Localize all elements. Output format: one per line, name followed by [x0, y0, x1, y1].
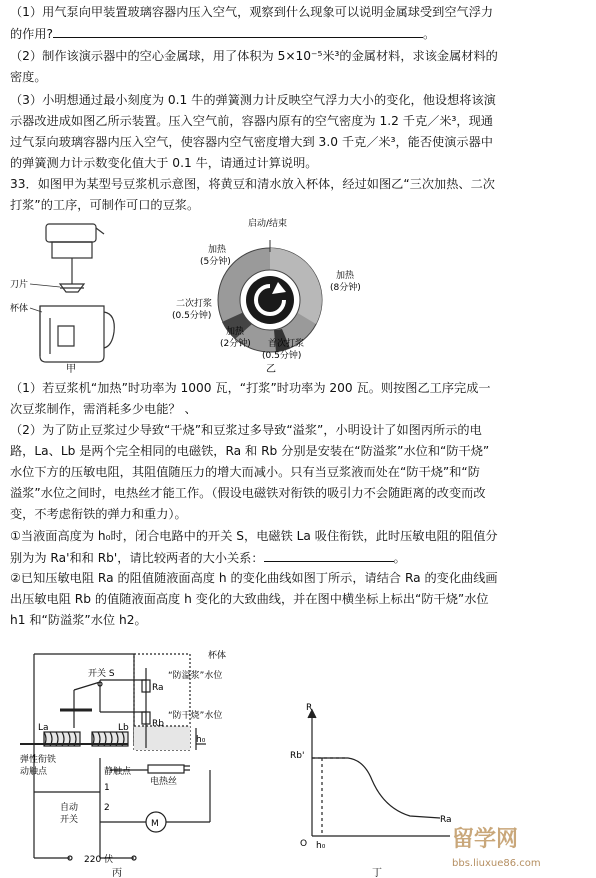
text-line: （1）用气泵向甲装置玻璃容器内压入空气，观察到什么现象可以说明金属球受到空气浮力 — [10, 5, 494, 19]
text-line: 密度。 — [10, 70, 47, 84]
label-overflow-level: “防溢浆”水位 — [168, 671, 223, 681]
label-armature: 弹性衔铁 — [20, 755, 57, 765]
watermark-logo: 留学网 — [452, 827, 519, 852]
text-line: 溢浆”水位之间时，电热丝才能工作。（假设电磁铁对衔铁的吸引力不会随距离的改变而改 — [10, 486, 486, 500]
label-n1: 1 — [104, 783, 110, 793]
label-ra-curve: Ra — [440, 815, 452, 825]
text-line: 次豆浆制作，需消耗多少电能？ 、 — [10, 402, 197, 416]
text-line: （2）为了防止豆浆过少导致“干烧”和豆浆过多导致“溢浆”，小明设计了如图丙所示的电 — [10, 423, 482, 437]
caption-yi: 乙 — [266, 364, 276, 375]
label-motor: M — [151, 819, 159, 829]
q33-part2-sub2 — [10, 568, 588, 631]
label-rb: Rb — [152, 719, 164, 729]
label-origin: O — [300, 839, 308, 849]
label-rb-prime: Rb' — [290, 751, 305, 761]
text-line: 打浆”的工序，可制作可口的豆浆。 — [10, 198, 200, 212]
figure-jia-yi — [0, 214, 596, 376]
label-lb: Lb — [118, 723, 129, 733]
text-line: ①当液面高度为 h₀时，闭合电路中的开关 S，电磁铁 La 吸住衔铁，此时压敏电阻的阻值分 — [10, 529, 498, 543]
text-line: h1 和“防溢浆”水位 h2。 — [10, 613, 147, 627]
watermark-url: bbs.liuxue86.com — [452, 858, 541, 869]
label-cup-body: 杯体 — [208, 651, 227, 661]
text-line: 的弹簧测力计示数变化值大于 0.1 牛，请通过计算说明。 — [10, 156, 318, 170]
text-line: 33．如图甲为某型号豆浆机示意图，将黄豆和清水放入杯体，经过如图乙“三次加热、二次 — [10, 177, 495, 191]
q33-part2-sub1 — [10, 526, 588, 569]
label-heat1: 加热 — [208, 245, 227, 255]
answer-blank[interactable] — [264, 547, 394, 562]
label-heat2-time: (8分钟) — [330, 283, 361, 293]
label-static-contact: 静触点 — [104, 767, 132, 777]
text-line: （3）小明想通过最小刻度为 0.1 牛的弹簧测力计反映空气浮力大小的变化，他设想将该演 — [10, 93, 496, 107]
text-line: 过气泵向玻璃容器内压入空气，使容器内空气密度增大到 3.0 千克／米³，能否使演示器中 — [10, 135, 493, 149]
q33-intro — [10, 174, 588, 216]
label-heat3-time: (2分钟) — [220, 339, 251, 349]
text-line: 变，不考虑衔铁的弹力和重力）。 — [10, 507, 187, 521]
text-line: ②已知压敏电阻 Ra 的阻值随液面高度 h 的变化曲线如图丁所示，请结合 Ra 的变化曲线画 — [10, 571, 498, 585]
label-heat1-time: (5分钟) — [200, 257, 231, 267]
text-line: （2）制作该演示器中的空心金属球，用了体积为 5×10⁻⁵米³的金属材料，求该金属材料的 — [10, 49, 498, 63]
label-n2: 2 — [104, 803, 110, 813]
label-h0-axis: h₀ — [316, 841, 326, 851]
q3-part3 — [10, 90, 588, 174]
label-h0: h₀ — [196, 735, 206, 745]
label-beat2-time: (0.5分钟) — [172, 311, 212, 321]
label-beat2: 二次打浆 — [176, 299, 213, 309]
label-dry-level: “防干烧”水位 — [168, 711, 223, 721]
text-line: 水位下方的压敏电阻，其阻值随压力的增大而减小。只有当豆浆液而处在“防干烧”和“防 — [10, 465, 480, 479]
caption-jia: 甲 — [66, 364, 76, 375]
answer-blank[interactable] — [53, 23, 423, 38]
q3-part2 — [10, 46, 588, 88]
label-heater: 电热丝 — [150, 777, 178, 787]
label-r-axis: R — [306, 703, 313, 713]
label-start-end: 启动/结束 — [248, 219, 288, 229]
q33-part2 — [10, 420, 588, 525]
q33-part1 — [10, 378, 588, 420]
label-heat3: 加热 — [226, 327, 245, 337]
label-voltage: 220 伏 — [84, 855, 114, 865]
text-line: 路，La、Lb 是两个完全相同的电磁铁，Ra 和 Rb 分别是安装在“防溢浆”水位和“防干烧” — [10, 444, 490, 458]
soymilk-machine-figure — [40, 224, 114, 362]
label-blade: 刀片 — [10, 280, 29, 290]
text-line: 的作用? — [10, 27, 54, 41]
text-line: 。 — [393, 551, 406, 565]
label-heat2: 加热 — [336, 271, 355, 281]
q3-part1 — [10, 2, 588, 45]
text-line: 出压敏电阻 Rb 的值随液面高度 h 变化的大致曲线，并在图中横坐标上标出“防干烧”水位 — [10, 592, 489, 606]
text-line: 。 — [423, 27, 436, 41]
figure-bing-ding — [0, 640, 596, 878]
label-beat1-time: (0.5分钟) — [262, 351, 302, 361]
caption-ding: 丁 — [372, 868, 382, 878]
caption-bing: 丙 — [112, 868, 122, 878]
label-moving-contact: 动触点 — [20, 767, 48, 777]
label-switch-s: 开关 S — [88, 669, 115, 679]
text-line: 别为为 Ra'和和 Rb'，请比较两者的大小关系： — [10, 551, 264, 565]
text-line: （1）若豆浆机“加热”时功率为 1000 瓦，“打浆”时功率为 200 瓦。则按图乙工序完成一 — [10, 381, 491, 395]
label-ra: Ra — [152, 683, 164, 693]
label-auto: 自动 — [60, 803, 79, 813]
text-line: 示器改进成如图乙所示装置。压入空气前，容器内原有的空气密度为 1.2 千克／米³，现通 — [10, 114, 493, 128]
resistance-graph — [308, 710, 450, 836]
label-la: La — [38, 723, 49, 733]
label-auto-switch: 开关 — [60, 815, 79, 825]
label-beat1: 首次打浆 — [268, 339, 305, 349]
label-cup: 杯体 — [10, 304, 29, 314]
